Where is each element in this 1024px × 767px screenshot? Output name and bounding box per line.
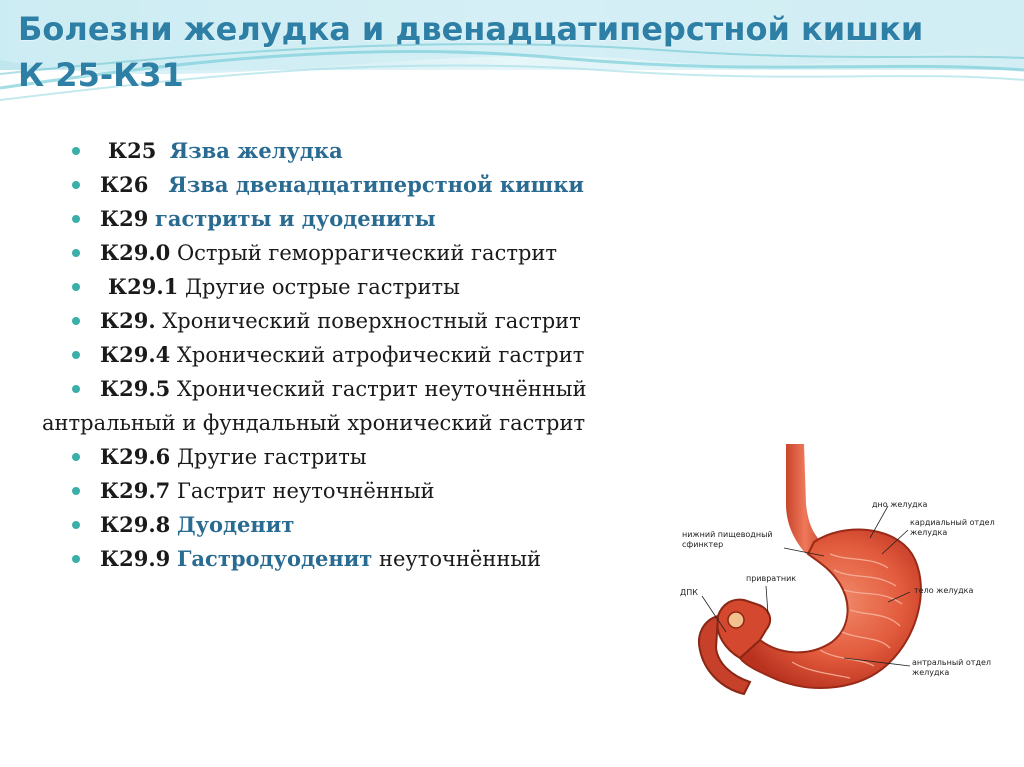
bullet-icon	[72, 181, 80, 189]
bullet-icon	[72, 487, 80, 495]
item-code: К29.4	[100, 342, 171, 367]
item-code: К29.5	[100, 376, 171, 401]
title-line-1: Болезни желудка и двенадцатиперстной кишки	[18, 10, 924, 48]
bullet-icon	[72, 215, 80, 223]
item-text: Гастродуоденит	[176, 546, 373, 571]
bullet-icon	[72, 249, 80, 257]
bullet-icon	[72, 521, 80, 529]
item-text-2: неуточнённый	[378, 547, 542, 571]
item-text: Хронический поверхностный гастрит	[162, 309, 581, 333]
list-item	[42, 372, 722, 440]
list-item	[72, 236, 732, 270]
esophagus-shape	[786, 444, 824, 554]
list-item	[72, 304, 732, 338]
list-item	[72, 270, 732, 304]
item-text: Дуоденит	[176, 512, 295, 537]
bullet-icon	[72, 351, 80, 359]
bullet-icon	[72, 453, 80, 461]
item-code: К29.	[100, 308, 156, 333]
list-item	[72, 168, 732, 202]
item-text: Гастрит неуточнённый	[176, 479, 435, 503]
item-code: К29.8	[100, 512, 171, 537]
list-item	[72, 508, 732, 542]
item-code: К29.7	[100, 478, 171, 503]
item-text: Другие острые гастриты	[184, 275, 460, 299]
stomach-anatomy-figure	[674, 444, 998, 720]
label-cardia: кардиальный отдел желудка	[910, 518, 995, 537]
title-line-2: К 25-К31	[18, 56, 184, 94]
label-duodenum: ДПК	[680, 588, 698, 597]
item-code: К29.1	[108, 274, 179, 299]
item-code: К25	[108, 138, 157, 163]
bullet-icon	[72, 147, 80, 155]
item-text: гастриты и дуодениты	[155, 206, 436, 231]
item-text: Хронический гастрит неуточнённый антральный и фундальный хронический гастрит	[42, 377, 587, 435]
label-sphincter: нижний пищеводный сфинктер	[682, 530, 773, 549]
label-body: тело желудка	[914, 586, 974, 595]
item-text: Другие гастриты	[176, 445, 367, 469]
item-code: К29	[100, 206, 149, 231]
list-item	[72, 474, 732, 508]
list-item	[72, 338, 732, 372]
disease-code-list	[42, 134, 732, 576]
list-item	[72, 440, 732, 474]
bullet-icon	[72, 555, 80, 563]
bullet-icon	[72, 283, 80, 291]
stomach-illustration	[674, 444, 998, 720]
item-text: Хронический атрофический гастрит	[176, 343, 585, 367]
label-pylorus: привратник	[746, 574, 797, 583]
slide-title	[18, 6, 1008, 98]
list-item	[72, 202, 732, 236]
list-item	[72, 134, 732, 168]
label-antrum: антральный отдел желудка	[912, 658, 992, 677]
label-fundus: дно желудка	[872, 500, 928, 509]
item-text: Язва двенадцатиперстной кишки	[168, 172, 584, 197]
item-code: К29.9	[100, 546, 171, 571]
item-code: К29.6	[100, 444, 171, 469]
item-text: Острый геморрагический гастрит	[176, 241, 557, 265]
item-code: К29.0	[100, 240, 171, 265]
item-text: Язва желудка	[169, 138, 343, 163]
list-item	[72, 542, 732, 576]
bullet-icon	[72, 385, 80, 393]
item-code: К26	[100, 172, 149, 197]
bullet-icon	[72, 317, 80, 325]
